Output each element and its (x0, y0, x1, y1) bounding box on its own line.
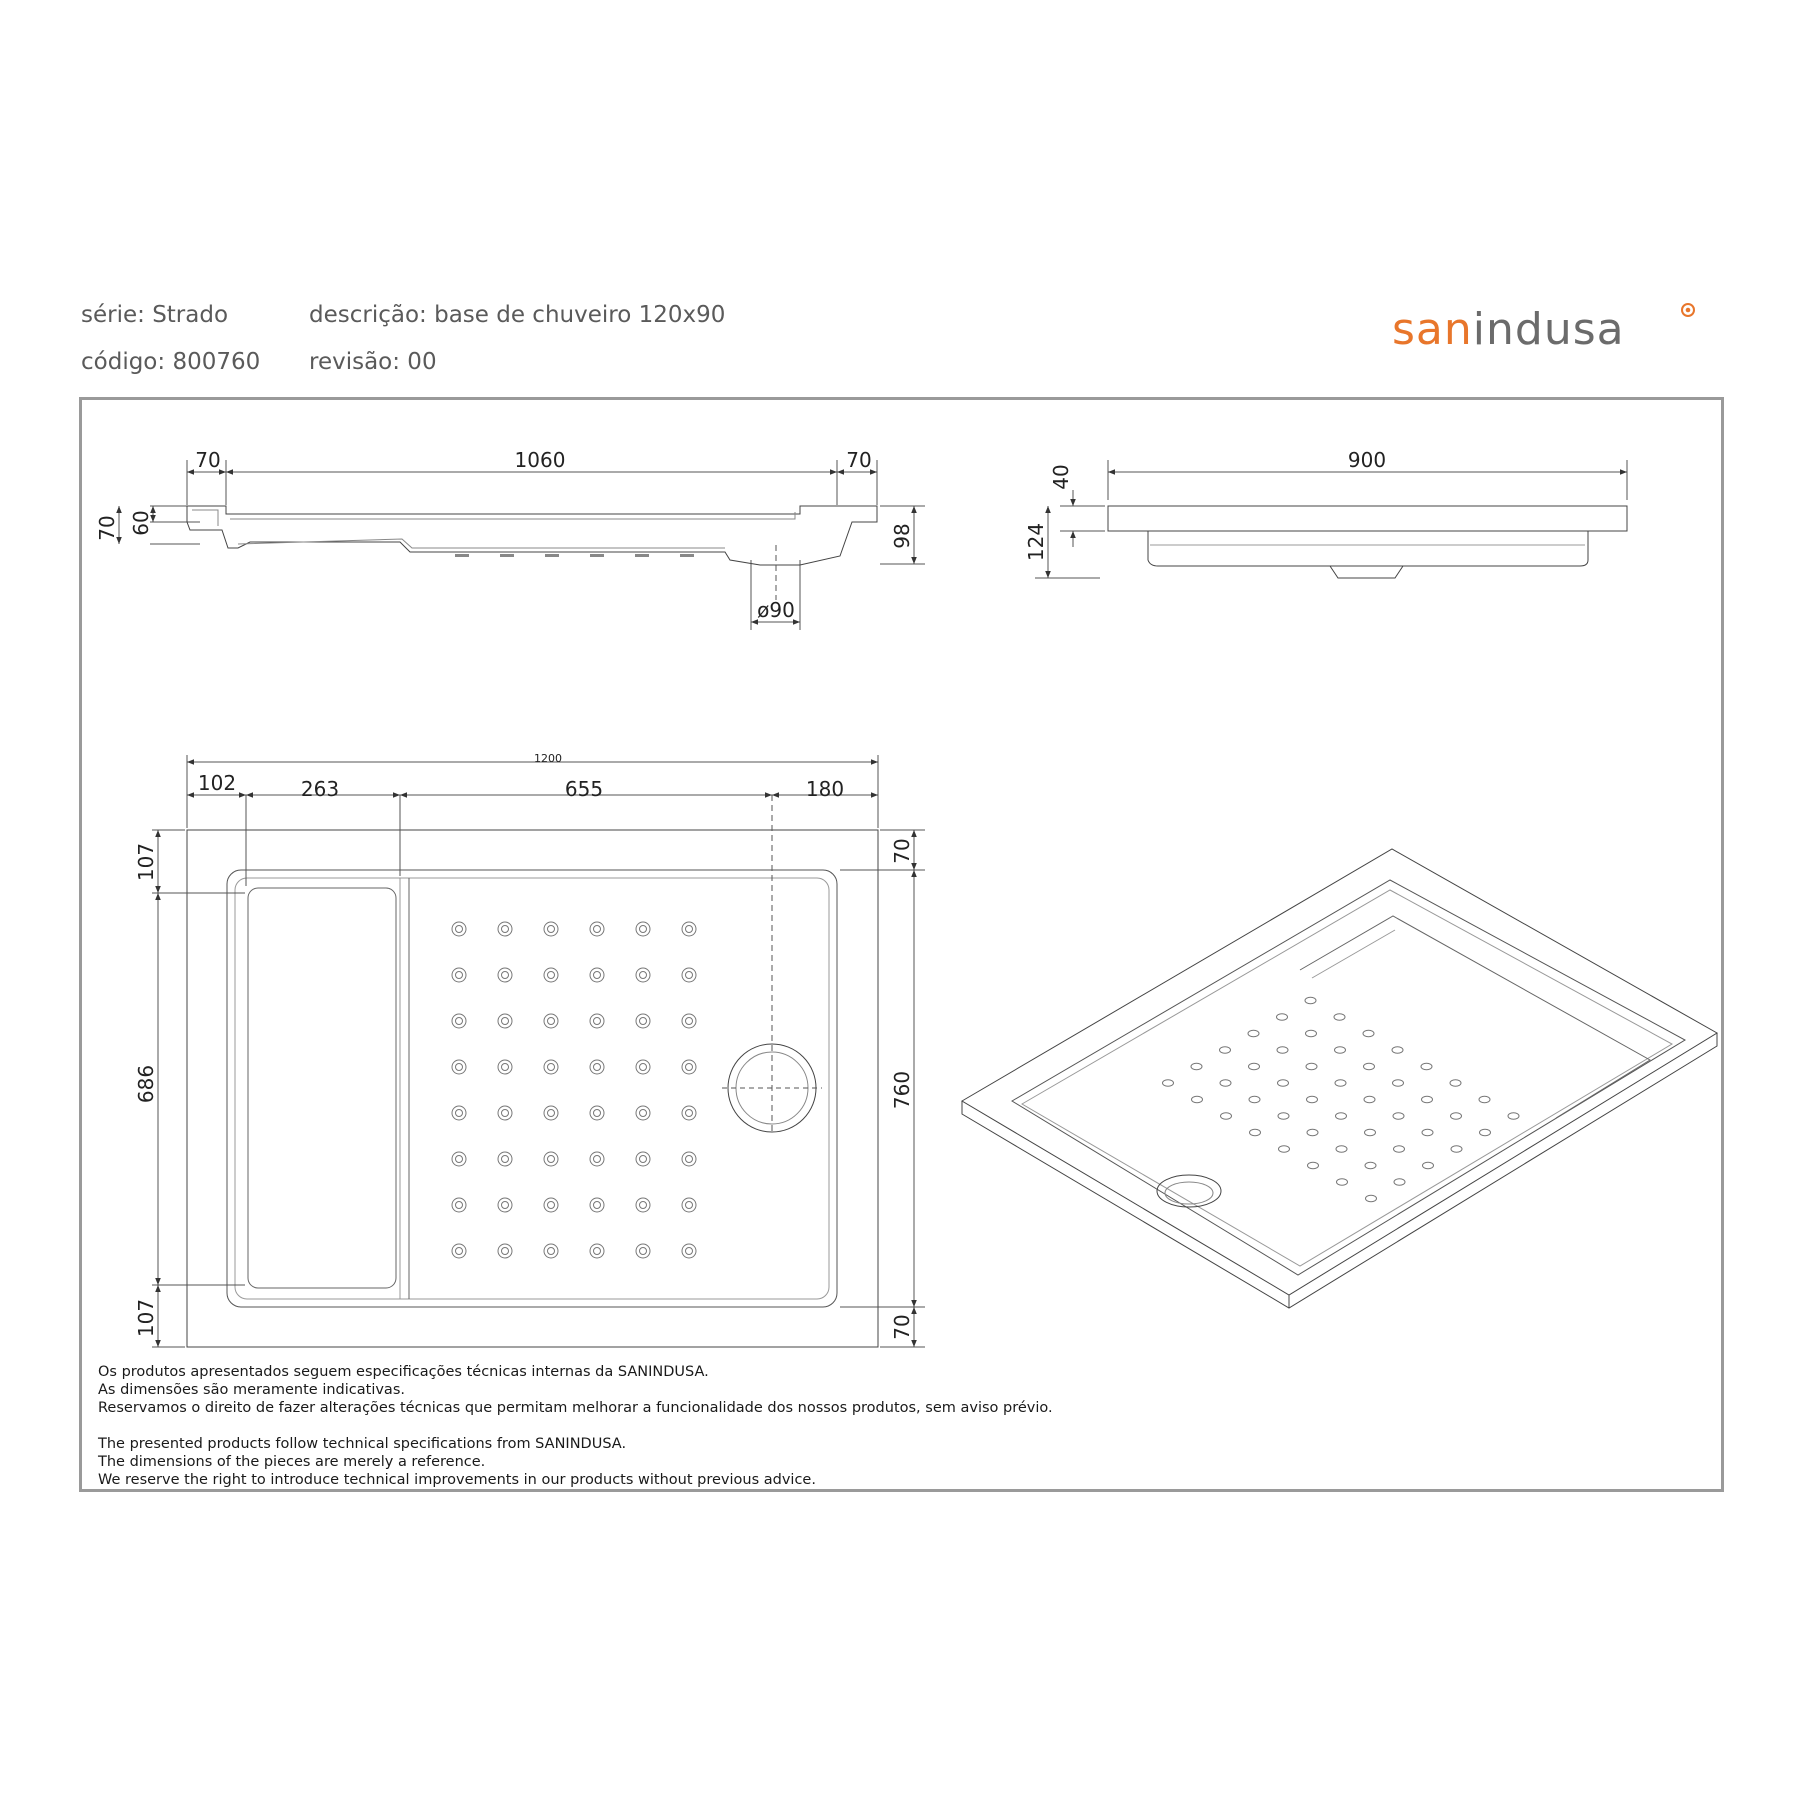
anti-slip-dot (636, 1060, 650, 1074)
iso-anti-slip-dot (1335, 1047, 1346, 1053)
anti-slip-dot (590, 1014, 604, 1028)
dim-seg-655: 655 (564, 777, 604, 801)
anti-slip-dot (498, 1198, 512, 1212)
iso-anti-slip-dot (1336, 1146, 1347, 1152)
iso-anti-slip-dot (1336, 1113, 1347, 1119)
anti-slip-dot (544, 1244, 558, 1258)
anti-slip-dot (640, 1110, 647, 1117)
dim-left-top: 107 (134, 842, 158, 882)
revisao-label: revisão: 00 (309, 349, 437, 375)
dim-seg-180: 180 (805, 777, 845, 801)
iso-anti-slip-dot (1422, 1129, 1433, 1135)
iso-anti-slip-dot (1308, 1162, 1319, 1168)
anti-slip-dot (682, 1106, 696, 1120)
iso-anti-slip-dot (1277, 1014, 1288, 1020)
iso-anti-slip-dot (1364, 1096, 1375, 1102)
iso-anti-slip-dot (1451, 1113, 1462, 1119)
anti-slip-dot (590, 968, 604, 982)
dim-left-middle: 686 (134, 1064, 158, 1104)
anti-slip-dot (456, 1156, 463, 1163)
serie-label: série: Strado (81, 302, 229, 328)
anti-slip-dot (502, 1156, 509, 1163)
anti-slip-dot (498, 1106, 512, 1120)
anti-slip-dot (544, 922, 558, 936)
dim-inner-length: 1060 (514, 448, 566, 472)
anti-slip-dot (636, 1106, 650, 1120)
anti-slip-dot (502, 1248, 509, 1255)
iso-anti-slip-dot (1393, 1080, 1404, 1086)
dim-rim-left: 70 (195, 448, 221, 472)
dim-seg-102: 102 (197, 771, 237, 795)
iso-anti-slip-dot (1421, 1063, 1432, 1069)
plan-view (152, 755, 925, 1347)
anti-slip-dot (456, 926, 463, 933)
logo-indusa-text: indusa (1472, 304, 1625, 355)
iso-anti-slip-dot (1220, 1047, 1231, 1053)
iso-anti-slip-dot (1192, 1096, 1203, 1102)
anti-slip-dot (548, 972, 555, 979)
anti-slip-dot (498, 1060, 512, 1074)
iso-anti-slip-dot (1278, 1080, 1289, 1086)
anti-slip-dot (594, 1064, 601, 1071)
anti-slip-dot (456, 1064, 463, 1071)
anti-slip-dot (686, 1202, 693, 1209)
anti-slip-dot (682, 968, 696, 982)
anti-slip-dot (548, 1064, 555, 1071)
iso-anti-slip-dot (1422, 1096, 1433, 1102)
note-pt-2: As dimensões são meramente indicativas. (98, 1382, 405, 1398)
dim-right-bottom: 70 (890, 1314, 914, 1340)
iso-anti-slip-dot (1221, 1113, 1232, 1119)
anti-slip-dot (452, 1244, 466, 1258)
anti-slip-dot (594, 1248, 601, 1255)
anti-slip-dot (590, 1152, 604, 1166)
anti-slip-dot (636, 1198, 650, 1212)
anti-slip-dot (640, 1202, 647, 1209)
anti-slip-dot (640, 972, 647, 979)
anti-slip-dot (452, 1060, 466, 1074)
anti-slip-dot (636, 1014, 650, 1028)
anti-slip-dot (452, 1152, 466, 1166)
dim-end-rim-height: 40 (1049, 464, 1073, 490)
side-view (119, 460, 925, 630)
anti-slip-dot (502, 1202, 509, 1209)
iso-anti-slip-dot (1334, 1014, 1345, 1020)
note-pt-3: Reservamos o direito de fazer alterações técnicas que permitam melhorar a funcionalidade dos nossos produtos, sem aviso prévio. (98, 1400, 1053, 1416)
dim-drain-diameter: ø90 (757, 598, 795, 622)
anti-slip-dot (640, 1156, 647, 1163)
iso-anti-slip-dot (1277, 1047, 1288, 1053)
logo-san-text: san (1392, 304, 1473, 355)
notes-en (98, 1435, 816, 1489)
end-view (1035, 460, 1627, 578)
anti-slip-dot (590, 1106, 604, 1120)
dim-right-top: 70 (890, 838, 914, 864)
anti-slip-dot (548, 1248, 555, 1255)
iso-anti-slip-dot (1278, 1113, 1289, 1119)
anti-slip-dot (682, 1198, 696, 1212)
iso-anti-slip-dot (1364, 1063, 1375, 1069)
iso-anti-slip-dot (1508, 1113, 1519, 1119)
anti-slip-dot (686, 926, 693, 933)
iso-anti-slip-dot (1392, 1047, 1403, 1053)
anti-slip-dot (682, 1152, 696, 1166)
notes-pt (98, 1363, 1053, 1417)
iso-anti-slip-dot (1480, 1129, 1491, 1135)
dim-end-total-height: 124 (1024, 522, 1048, 562)
isometric-view (962, 849, 1717, 1308)
anti-slip-dot (452, 1198, 466, 1212)
anti-slip-dot (548, 926, 555, 933)
iso-anti-slip-dot (1394, 1146, 1405, 1152)
anti-slip-dot (498, 1244, 512, 1258)
note-pt-1: Os produtos apresentados seguem especificações técnicas internas da SANINDUSA. (98, 1364, 709, 1380)
anti-slip-dot (682, 1060, 696, 1074)
iso-anti-slip-dot (1479, 1096, 1490, 1102)
iso-anti-slip-dot (1305, 997, 1316, 1003)
iso-anti-slip-dot (1248, 1030, 1259, 1036)
anti-slip-dot (640, 1064, 647, 1071)
anti-slip-dot (502, 1064, 509, 1071)
anti-slip-dot (544, 1198, 558, 1212)
anti-slip-dot (682, 922, 696, 936)
iso-anti-slip-dot (1191, 1063, 1202, 1069)
codigo-label: código: 800760 (81, 349, 261, 375)
anti-slip-dot (452, 1106, 466, 1120)
note-en-1: The presented products follow technical specifications from SANINDUSA. (98, 1436, 627, 1452)
iso-anti-slip-dot (1220, 1080, 1231, 1086)
anti-slip-dot (636, 1244, 650, 1258)
dim-right-middle: 760 (890, 1070, 914, 1110)
iso-anti-slip-dot (1393, 1113, 1404, 1119)
anti-slip-dot (590, 1198, 604, 1212)
anti-slip-dot (456, 1202, 463, 1209)
iso-anti-slip-dot (1306, 1030, 1317, 1036)
iso-anti-slip-dot (1306, 1063, 1317, 1069)
anti-slip-dot (682, 1014, 696, 1028)
anti-slip-dot (682, 1244, 696, 1258)
anti-slip-dot (498, 1152, 512, 1166)
anti-slip-dot (498, 968, 512, 982)
iso-anti-slip-dot (1307, 1129, 1318, 1135)
anti-slip-dot (502, 926, 509, 933)
iso-anti-slip-dot (1163, 1080, 1174, 1086)
anti-slip-dot (686, 1018, 693, 1025)
iso-anti-slip-dot (1279, 1146, 1290, 1152)
note-en-3: We reserve the right to introduce technical improvements in our products without previous advice. (98, 1472, 816, 1488)
anti-slip-dot (544, 1060, 558, 1074)
iso-anti-slip-dot (1450, 1080, 1461, 1086)
dim-height-total: 70 (95, 515, 119, 541)
anti-slip-dot (502, 1018, 509, 1025)
iso-anti-slip-dot (1249, 1096, 1260, 1102)
iso-anti-slip-dot (1337, 1179, 1348, 1185)
anti-slip-dot (548, 1156, 555, 1163)
anti-slip-dot (498, 1014, 512, 1028)
anti-slip-dot (594, 1202, 601, 1209)
dim-rim-right: 70 (846, 448, 872, 472)
anti-slip-dot (452, 968, 466, 982)
anti-slip-dot (594, 926, 601, 933)
anti-slip-dot (498, 922, 512, 936)
dim-height-rim: 60 (129, 510, 153, 536)
iso-anti-slip-dot (1366, 1195, 1377, 1201)
anti-slip-dot (590, 1244, 604, 1258)
anti-slip-dot (594, 1156, 601, 1163)
anti-slip-dot (590, 1060, 604, 1074)
anti-slip-dot (456, 972, 463, 979)
anti-slip-dot (686, 1110, 693, 1117)
anti-slip-dot (636, 922, 650, 936)
dim-total-length: 1200 (534, 752, 562, 765)
dim-left-bottom: 107 (134, 1298, 158, 1338)
dim-end-width: 900 (1347, 448, 1387, 472)
anti-slip-dot (548, 1110, 555, 1117)
anti-slip-dot (686, 1248, 693, 1255)
anti-slip-dot (544, 1106, 558, 1120)
anti-slip-dot (640, 926, 647, 933)
descricao-label: descrição: base de chuveiro 120x90 (309, 302, 726, 328)
anti-slip-dot (452, 1014, 466, 1028)
iso-anti-slip-dot (1250, 1129, 1261, 1135)
iso-anti-slip-dot (1307, 1096, 1318, 1102)
anti-slip-dot (452, 922, 466, 936)
iso-anti-slip-dot (1363, 1030, 1374, 1036)
anti-slip-dot (636, 968, 650, 982)
anti-slip-dot (686, 1156, 693, 1163)
anti-slip-dot (686, 972, 693, 979)
anti-slip-dot (548, 1202, 555, 1209)
anti-slip-dot (594, 1110, 601, 1117)
anti-slip-dot (456, 1018, 463, 1025)
anti-slip-dot (544, 968, 558, 982)
iso-anti-slip-dot (1394, 1179, 1405, 1185)
iso-anti-slip-dot (1365, 1162, 1376, 1168)
anti-slip-dot (456, 1248, 463, 1255)
anti-slip-dot (640, 1018, 647, 1025)
anti-slip-dot (686, 1064, 693, 1071)
dim-seg-263: 263 (300, 777, 340, 801)
anti-slip-dot (594, 1018, 601, 1025)
anti-slip-dot (456, 1110, 463, 1117)
note-en-2: The dimensions of the pieces are merely a reference. (98, 1454, 486, 1470)
iso-anti-slip-dot (1335, 1080, 1346, 1086)
anti-slip-dot (590, 922, 604, 936)
anti-slip-dot (502, 1110, 509, 1117)
dim-height-right: 98 (890, 523, 914, 549)
anti-slip-dot (640, 1248, 647, 1255)
anti-slip-dot (548, 1018, 555, 1025)
anti-slip-dot (544, 1152, 558, 1166)
anti-slip-dot (502, 972, 509, 979)
iso-anti-slip-dot (1451, 1146, 1462, 1152)
anti-slip-dot (636, 1152, 650, 1166)
anti-slip-dot (594, 972, 601, 979)
iso-anti-slip-dot (1423, 1162, 1434, 1168)
iso-anti-slip-dot (1249, 1063, 1260, 1069)
iso-anti-slip-dot (1365, 1129, 1376, 1135)
anti-slip-dot (544, 1014, 558, 1028)
